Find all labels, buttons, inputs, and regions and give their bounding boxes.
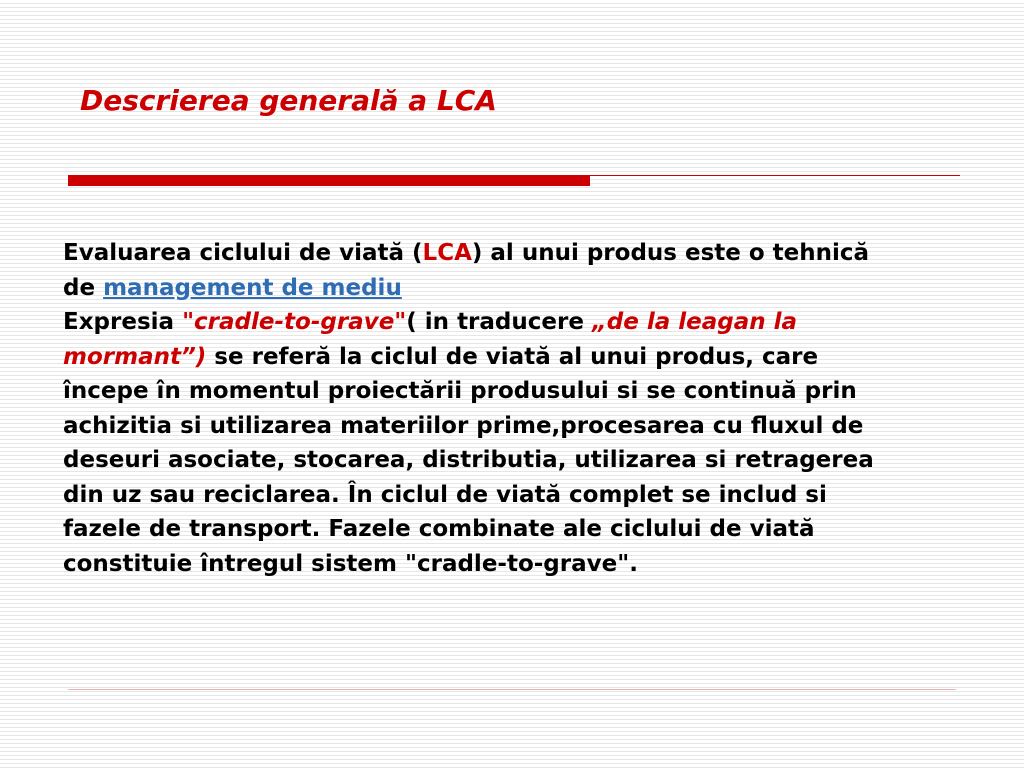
footer-divider — [68, 689, 956, 690]
romanian-translation-phrase: „de la leagan la mormant”) — [63, 309, 798, 370]
body-text-description: se referă la ciclul de viată al unui produs, care începe în momentul proiectării produsului si se continuă prin achizitia si utilizarea materiilor prime,procesarea cu fluxul de deseuri asociate, stocarea, distributia, utilizarea si retragerea din uz sau reciclarea. În ciclul de viată complet se includ si fazele de transport. Fazele combinate ale ciclului de viată constituie întregul sistem "cradle-to-grave". — [63, 343, 874, 577]
body-text-lca-intro: Evaluarea ciclului de viată ( — [63, 240, 423, 266]
title-underline-bar — [68, 175, 590, 186]
management-de-mediu-link[interactable]: management de mediu — [103, 274, 402, 301]
slide-title: Descrierea generală a LCA — [80, 84, 497, 117]
body-text-traducere: ( in traducere — [406, 309, 592, 335]
title-underline-rule — [590, 175, 960, 176]
body-text-expresia: Expresia — [63, 309, 183, 335]
lca-acronym: LCA — [422, 240, 472, 266]
body-text-lca-definition: ) al unui produs este o tehnică de — [63, 240, 870, 301]
cradle-to-grave-phrase: "cradle-to-grave" — [182, 309, 407, 335]
slide-body — [63, 236, 893, 581]
